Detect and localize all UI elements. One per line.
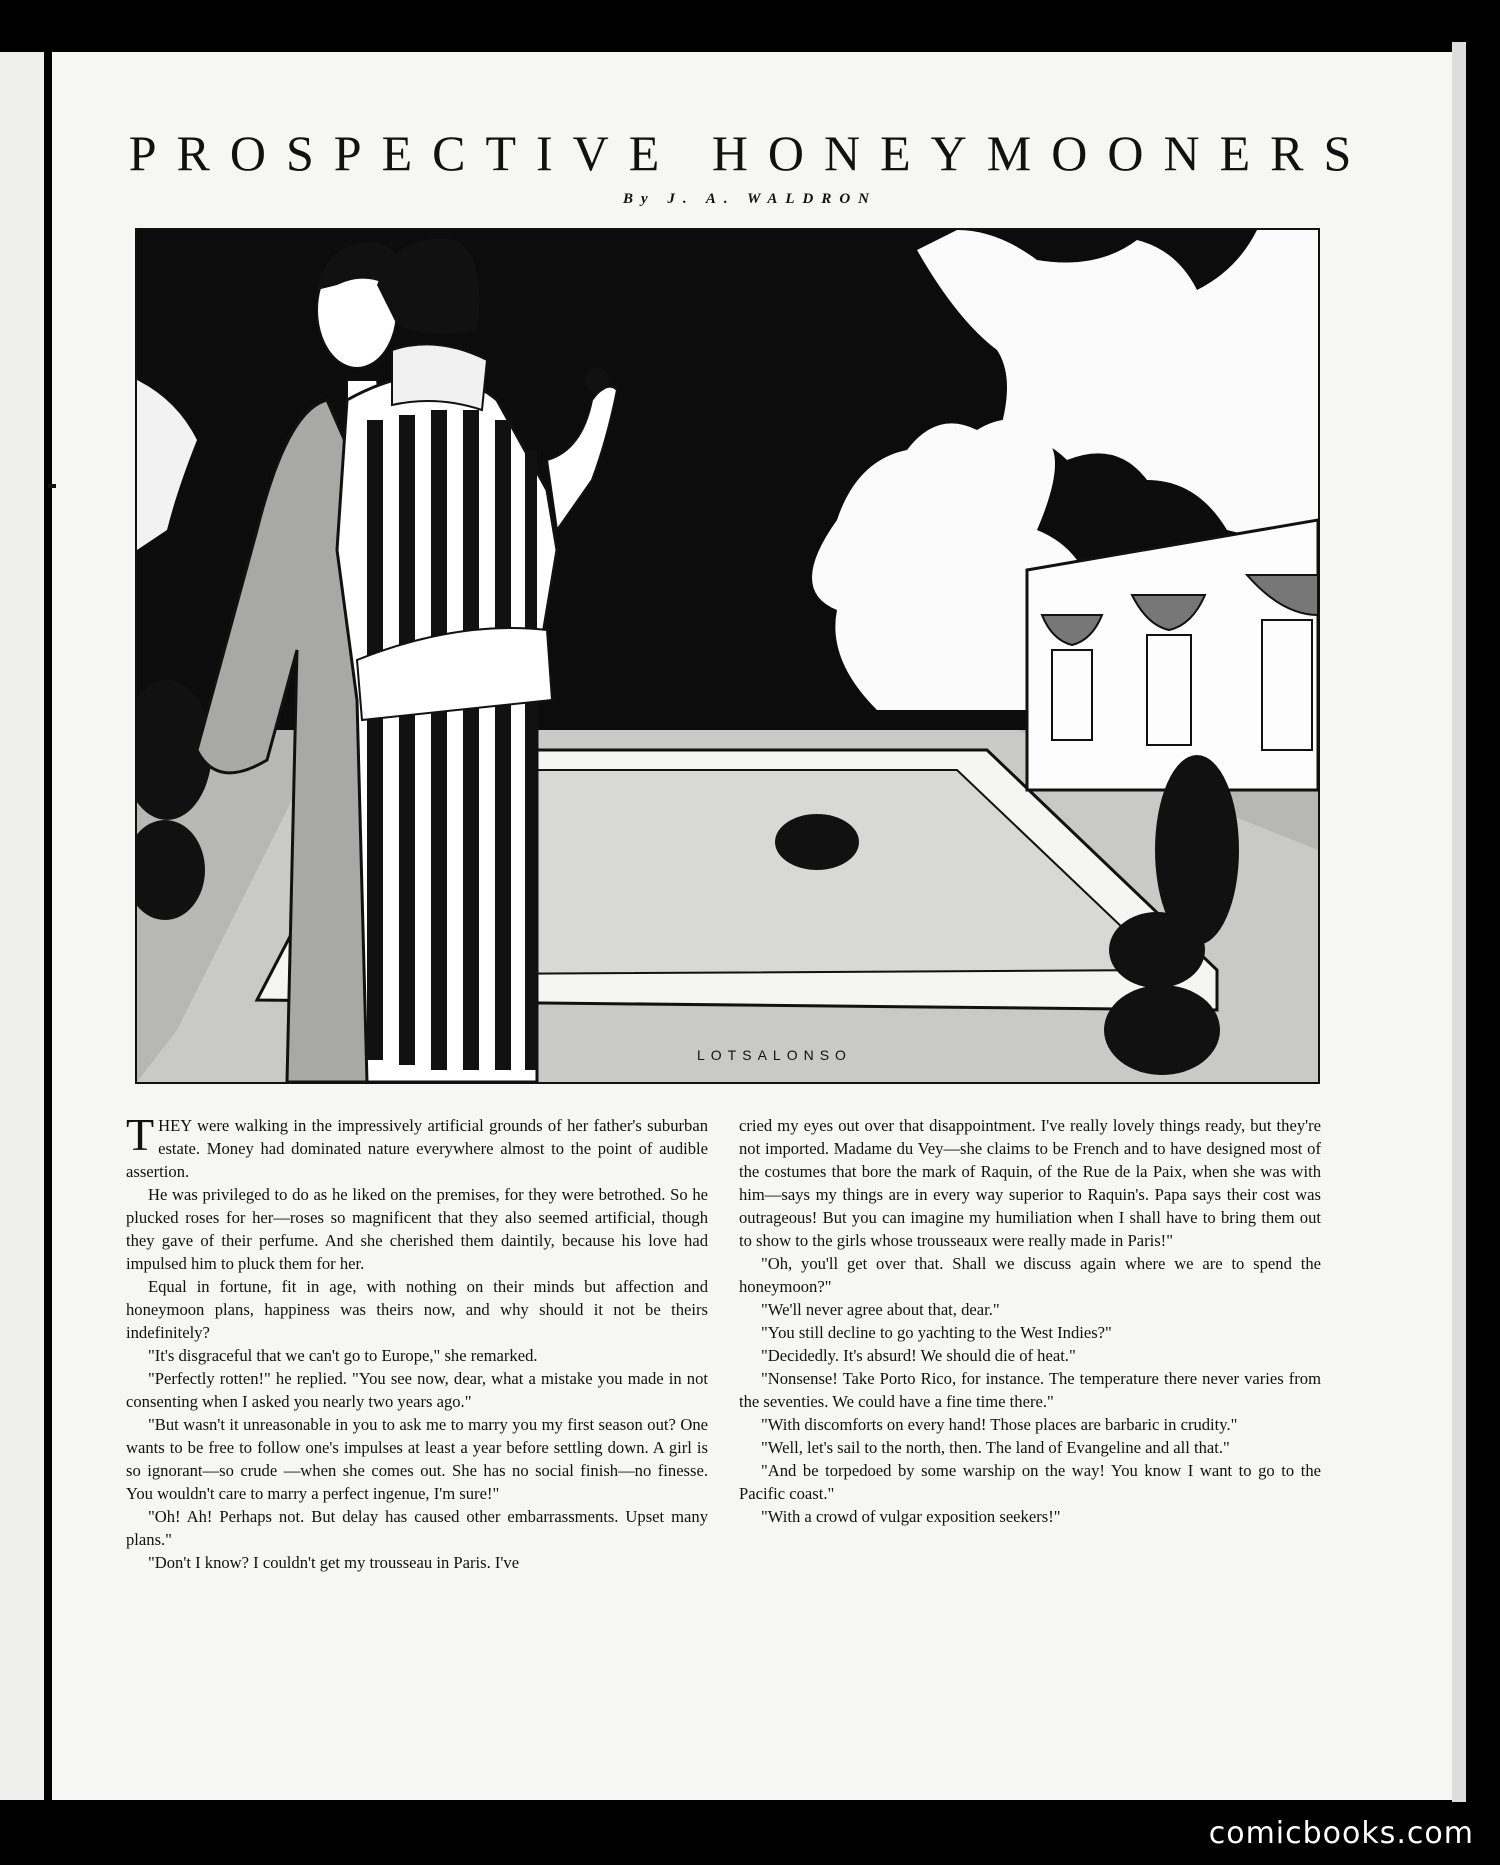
artist-signature: LOTSALONSO	[697, 1047, 852, 1063]
paragraph: "We'll never agree about that, dear."	[761, 1300, 1000, 1319]
paragraph: Equal in fortune, fit in age, with nothing on their minds but affection and honeymoon plans, happiness was theirs now, and why should it not be theirs indefinitely?	[126, 1277, 708, 1342]
text-column-left	[126, 1109, 708, 1574]
paragraph: "Don't I know? I couldn't get my trousseau in Paris. I've	[148, 1553, 520, 1572]
paragraph: "Perfectly rotten!" he replied. "You see now, dear, what a mistake you made in not consenting when I asked you nearly two years ago."	[126, 1369, 708, 1411]
paragraph: cried my eyes out over that disappointment. I've really lovely things ready, but they're not imported. Madame du Vey—she claims to be French and to have designed most of the costumes that bore the mark of Raquin, of the Rue de la Paix, when she was with him—says my things are in every way superior to Raquin's. Papa says their cost was outrageous! But you can imagine my humiliation when I shall have to bring them out to show to the girls whose trousseaux were really made in Paris!"	[739, 1116, 1321, 1250]
paragraph: "With a crowd of vulgar exposition seekers!"	[761, 1507, 1061, 1526]
article-title: PROSPECTIVE HONEYMOONERS	[128, 125, 1372, 181]
paragraph: "Oh, you'll get over that. Shall we discuss again where we are to spend the honeymoon?"	[739, 1254, 1321, 1296]
paragraph: THEY were walking in the impressively artificial grounds of her father's suburban estate. Money had dominated nature everywhere almost to the point of audible assertion.	[126, 1109, 708, 1181]
couple-in-garden-illustration	[135, 228, 1320, 1084]
registration-mark	[48, 484, 56, 488]
page-edge	[1452, 42, 1466, 1802]
article-byline: By J. A. WALDRON	[623, 191, 877, 207]
site-watermark: comicbooks.com	[1208, 1816, 1474, 1851]
paragraph: "It's disgraceful that we can't go to Europe," she remarked.	[148, 1346, 538, 1365]
paragraph: "But wasn't it unreasonable in you to ask me to marry you my first season out? One wants to be free to follow one's impulses at least a year before settling down. A girl is so ignorant—so crude —when she comes out. She has no social finish—no finesse. You wouldn't care to marry a perfect ingenue, I'm sure!"	[126, 1415, 708, 1503]
paragraph: "With discomforts on every hand! Those places are barbaric in crudity."	[761, 1415, 1238, 1434]
paragraph: "You still decline to go yachting to the West Indies?"	[761, 1323, 1112, 1342]
paragraph: "Oh! Ah! Perhaps not. But delay has caused other embarrassments. Upset many plans."	[126, 1507, 708, 1549]
paragraph: He was privileged to do as he liked on the premises, for they were betrothed. So he plucked roses for her—roses so magnificent that they also seemed artificial, though they gave of their perfume. And she cherished them daintily, because his love had impulsed him to pluck them for her.	[126, 1185, 708, 1273]
drop-cap: T	[126, 1109, 155, 1160]
paragraph: "Decidedly. It's absurd! We should die of heat."	[761, 1346, 1076, 1365]
text-column-right	[739, 1114, 1321, 1528]
paragraph: "Nonsense! Take Porto Rico, for instance. The temperature there never varies from the seventies. We could have a fine time there."	[739, 1369, 1321, 1411]
paragraph: "And be torpedoed by some warship on the way! You know I want to go to the Pacific coast."	[739, 1461, 1321, 1503]
paragraph: "Well, let's sail to the north, then. The land of Evangeline and all that."	[761, 1438, 1230, 1457]
facing-page-edge	[0, 52, 44, 1800]
